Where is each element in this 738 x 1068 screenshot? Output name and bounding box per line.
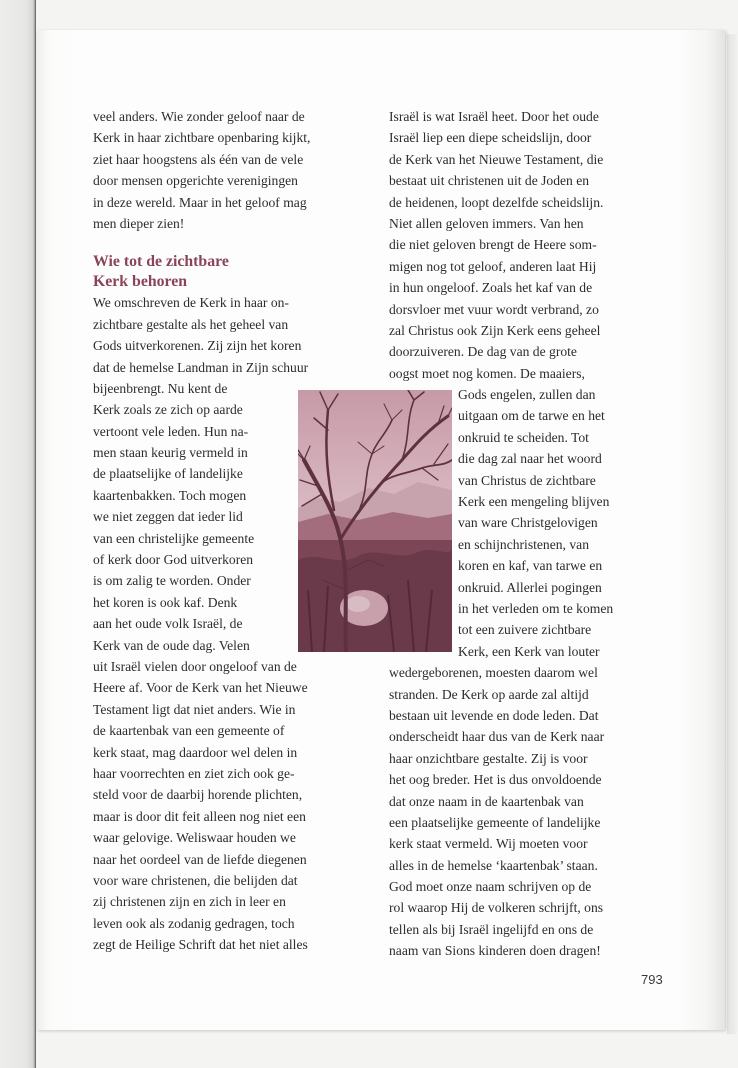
text-line: Kerk in haar zichtbare openbaring kijkt, xyxy=(93,130,311,146)
text-line: Kerk, een Kerk van louter xyxy=(458,643,600,659)
text-line: rol waarop Hij de volkeren schrijft, ons xyxy=(389,900,604,916)
text-line: bestaan uit levende en dode leden. Dat xyxy=(389,707,599,723)
text-line: of kerk door God uitverkoren xyxy=(93,552,254,568)
section-heading: Kerk behoren xyxy=(93,273,188,291)
text-line: een plaatselijke gemeente of landelijke xyxy=(389,814,601,830)
text-line: zij christenen zijn en zich in leer en xyxy=(93,894,286,910)
text-line: maar is door dit feit alleen nog niet een xyxy=(93,808,306,824)
text-line: leven ook als zodanig gedragen, toch xyxy=(93,915,295,931)
text-line: Testament ligt dat niet anders. Wie in xyxy=(93,701,296,717)
text-line: en schijnchristenen, van xyxy=(458,536,589,552)
text-line: zichtbare gestalte als het geheel van xyxy=(93,316,289,332)
photo-illustration xyxy=(298,390,452,652)
text-line: migen nog tot geloof, anderen laat Hij xyxy=(389,258,597,274)
text-line: kerk staat vermeld. Wij moeten voor xyxy=(389,836,588,852)
text-line: het koren is ook kaf. Denk xyxy=(93,594,238,610)
text-line: aan het oude volk Israël, de xyxy=(93,616,243,632)
text-line: van ware Christgelovigen xyxy=(458,515,598,531)
text-line: steld voor de daarbij horende plichten, xyxy=(93,787,303,803)
text-line: de heidenen, loopt dezelfde scheidslijn. xyxy=(389,194,604,210)
text-line: tellen als bij Israël ingelijfd en ons de xyxy=(389,921,594,937)
text-line: in deze wereld. Maar in het geloof mag xyxy=(93,194,307,210)
text-line: van Christus de zichtbare xyxy=(458,472,596,488)
page-number: 793 xyxy=(641,972,663,987)
text-line: dat de hemelse Landman in Zijn schuur xyxy=(93,359,309,375)
text-line: Israël is wat Israël heet. Door het oude xyxy=(389,109,599,124)
text-line: door mensen opgerichte verenigingen xyxy=(93,173,298,189)
text-line: alles in de hemelse ‘kaartenbak’ staan. xyxy=(389,857,598,873)
text-line: naam van Sions kinderen doen dragen! xyxy=(389,943,601,959)
text-line: uit Israël vielen door ongeloof van de xyxy=(93,658,297,674)
text-line: van een christelijke gemeente xyxy=(93,530,255,546)
text-line: Niet allen geloven immers. Van hen xyxy=(389,215,584,231)
text-line: ziet haar hoogstens als één van de vele xyxy=(93,151,304,167)
page-edge xyxy=(727,34,737,1034)
landscape-photo-icon xyxy=(298,390,452,652)
text-line: Kerk van de oude dag. Velen xyxy=(93,637,250,653)
text-line: Heere af. Voor de Kerk van het Nieuwe xyxy=(93,680,308,696)
text-line: dorsvloer met vuur wordt verbrand, zo xyxy=(389,301,599,317)
text-line: koren en kaf, van tarwe en xyxy=(458,558,603,574)
text-line: het oog breder. Het is dus onvoldoende xyxy=(389,772,602,788)
text-line: de plaatselijke of landelijke xyxy=(93,466,243,482)
text-line: Israël liep een diepe scheidslijn, door xyxy=(389,130,592,146)
text-line: men staan keurig vermeld in xyxy=(93,445,248,461)
text-line: bijeenbrengt. Nu kent de xyxy=(93,380,228,396)
text-line: doorzuiveren. De dag van de grote xyxy=(389,344,577,360)
text-line: bestaat uit christenen uit de Joden en xyxy=(389,173,590,189)
text-line: tot een zuivere zichtbare xyxy=(458,622,592,638)
text-line: voor ware christenen, die belijden dat xyxy=(93,872,298,888)
text-line: zegt de Heilige Schrift dat het niet alles xyxy=(93,937,308,953)
book-spine xyxy=(0,0,36,1068)
text-line: God moet onze naam schrijven op de xyxy=(389,879,592,895)
text-line: haar onzichtbare gestalte. Zij is voor xyxy=(389,750,588,766)
text-line: wedergeborenen, moesten daarom wel xyxy=(389,665,598,681)
text-line: stranden. De Kerk op aarde zal altijd xyxy=(389,686,589,702)
text-line: is om zalig te worden. Onder xyxy=(93,573,251,589)
text-line: dat onze naam in de kaartenbak van xyxy=(389,793,584,809)
text-line: vertoont vele leden. Hun na- xyxy=(93,423,249,439)
text-line: zal Christus ook Zijn Kerk eens geheel xyxy=(389,322,601,338)
text-line: die dag zal naar het woord xyxy=(458,451,602,467)
text-line: in hun ongeloof. Zoals het kaf van de xyxy=(389,280,593,296)
text-line: onderscheidt haar dus van de Kerk naar xyxy=(389,729,605,745)
left-column xyxy=(93,106,310,955)
section-heading: Wie tot de zichtbare xyxy=(93,253,229,271)
text-line: haar voorrechten en ziet zich ook ge- xyxy=(93,765,295,781)
text-line: uitgaan om de tarwe en het xyxy=(458,408,605,424)
text-line: onkruid te scheiden. Tot xyxy=(458,429,589,445)
text-line: kaartenbakken. Toch mogen xyxy=(93,487,247,503)
text-line: waar gelovige. Weliswaar houden we xyxy=(93,830,296,846)
text-line: Kerk een mengeling blijven xyxy=(458,494,610,510)
text-line: onkruid. Allerlei pogingen xyxy=(458,579,602,595)
text-line: die niet geloven brengt de Heere som- xyxy=(389,237,597,253)
text-line: de kaartenbak van een gemeente of xyxy=(93,723,285,739)
text-line: in het verleden om te komen xyxy=(458,600,614,616)
text-line: kerk staat, mag daardoor wel delen in xyxy=(93,744,298,760)
text-line: veel anders. Wie zonder geloof naar de xyxy=(93,109,305,124)
text-line: naar het oordeel van de liefde diegenen xyxy=(93,851,307,867)
text-line: oogst moet nog komen. De maaiers, xyxy=(389,365,585,381)
text-line: de Kerk van het Nieuwe Testament, die xyxy=(389,151,604,167)
text-line: Kerk zoals ze zich op aarde xyxy=(93,402,243,418)
text-line: men dieper zien! xyxy=(93,215,185,231)
text-line: Gods uitverkorenen. Zij zijn het koren xyxy=(93,338,302,354)
text-line: Gods engelen, zullen dan xyxy=(458,387,596,403)
text-line: we niet zeggen dat ieder lid xyxy=(93,509,243,525)
text-line: We omschreven de Kerk in haar on- xyxy=(93,295,289,311)
